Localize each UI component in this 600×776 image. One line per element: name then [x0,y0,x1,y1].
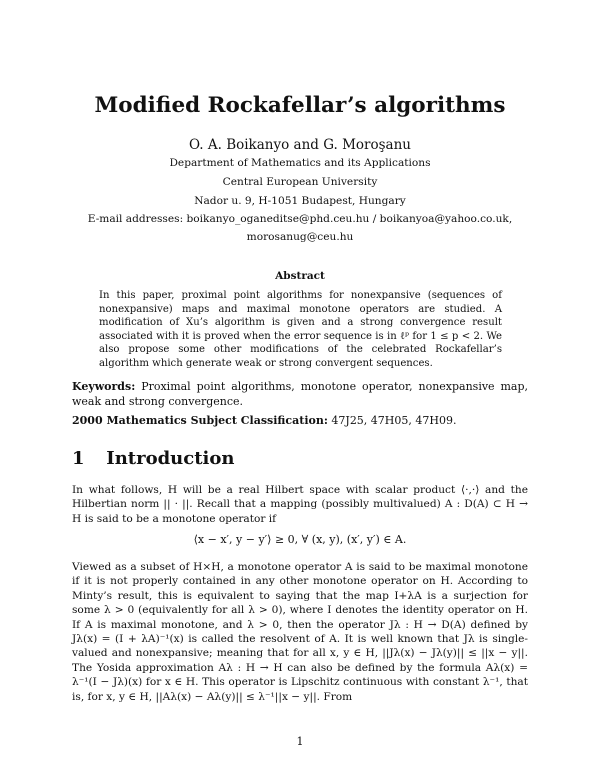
abstract-heading: Abstract [275,270,325,282]
paper-title: Modified Rockafellar’s algorithms [94,93,506,118]
affiliation-emails-line1: E-mail addresses: boikanyo_oganeditse@phd.ceu.hu / boikanyoa@yahoo.co.uk, [87,213,513,225]
intro-paragraph-2: Viewed as a subset of H×H, a monotone operator A is said to be maximal monotone if it is not properly contained in any other monotone operator on H. According to Minty’s result, this is equivalent to saying that the map I+λA is a surjection for some λ > 0 (equivalently for all λ > 0), where I denotes the identity operator on H. If A is maximal monotone, and λ > 0, then the operator Jλ : H → D(A) defined by Jλ(x) = (I + λA)⁻¹(x) is called the resolvent of A. It is well known that Jλ is single-valued and nonexpansive; meaning that for all x, y ∈ H, ||Jλ(x) − Jλ(y)|| ≤ ||x − y||. The Yosida approximation Aλ : H → H can also be defined by the formula Aλ(x) = λ⁻¹(I − Jλ)(x) for x ∈ H. This operator is Lipschitz continuous with constant λ⁻¹, that is, for x, y ∈ H, ||Aλ(x) − Aλ(y)|| ≤ λ⁻¹||x − y||. From [72,561,528,703]
authors: O. A. Boikanyo and G. Moroşanu [189,137,411,153]
section-title: Introduction [106,448,235,469]
affiliation-address: Nador u. 9, H-1051 Budapest, Hungary [194,195,406,207]
page-number: 1 [296,735,304,748]
msc-text: 47J25, 47H05, 47H09. [331,414,457,427]
intro-paragraph-1: In what follows, H will be a real Hilbert space with scalar product ⟨·,·⟩ and the Hilbertian norm || · ||. Recall that a mapping (possibly multivalued) A : D(A) ⊂ H → H is said to be a monotone operator if [72,484,528,525]
affiliation-emails-line2: morosanug@ceu.hu [246,231,354,243]
msc-classification [72,414,528,427]
msc-label: 2000 Mathematics Subject Classification: [72,414,328,427]
keywords [72,380,528,409]
section-number: 1 [72,448,85,469]
monotone-equation: ⟨x − x′, y − y′⟩ ≥ 0, ∀ (x, y), (x′, y′) ∈ A. [193,533,407,546]
keywords-label: Keywords: [72,380,136,393]
affiliation-university: Central European University [222,176,378,188]
keywords-text: Proximal point algorithms, monotone operator, nonexpansive map, weak and strong convergence. [72,380,529,408]
abstract-text: In this paper, proximal point algorithms for nonexpansive (sequences of nonexpansive) maps and maximal monotone operators are studied. A modification of Xu’s algorithm is given and a strong convergence result associated with it is proved when the error sequence is in ℓᵖ for 1 ≤ p < 2. We also propose some other modifications of the celebrated Rockafellar’s algorithm which generate weak or strong convergent sequences. [99,290,502,369]
section-heading [72,448,234,469]
affiliation-department: Department of Mathematics and its Applications [169,157,431,169]
